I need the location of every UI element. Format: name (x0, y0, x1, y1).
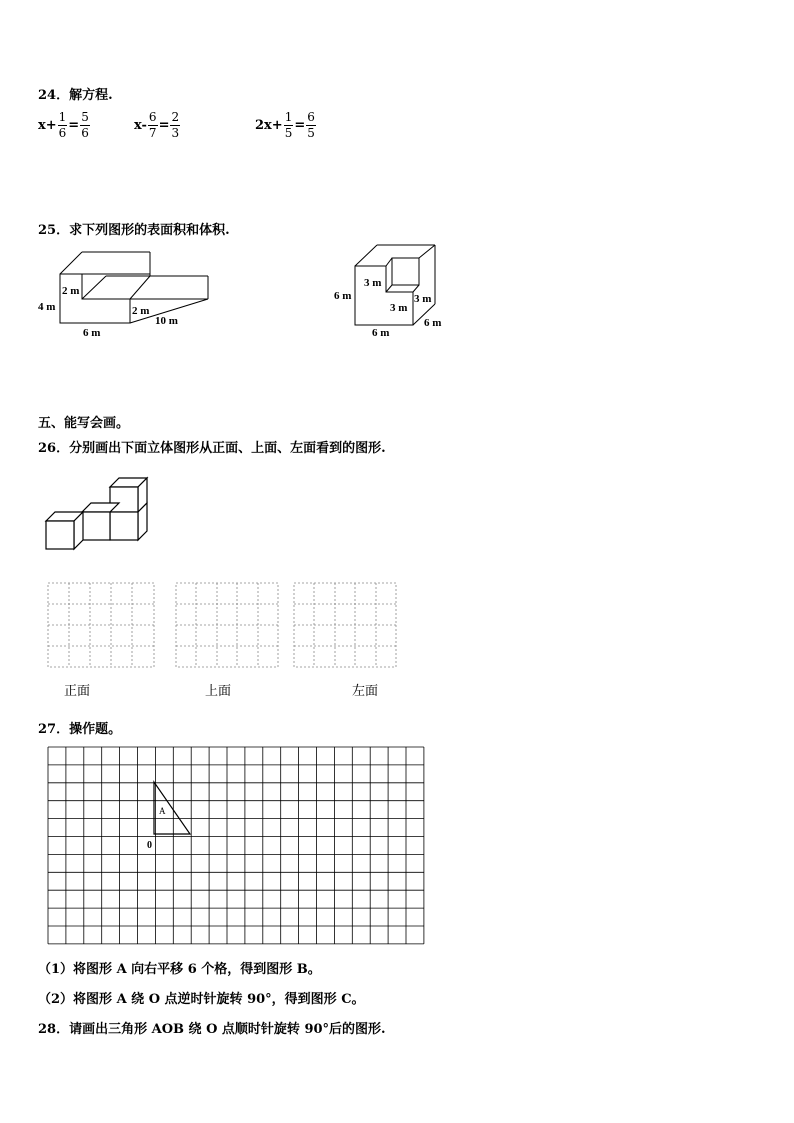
fig2-cut-width-label: 3 m (364, 277, 382, 289)
q27-task-1: （1）将图形 A 向右平移 6 个格，得到图形 B。 (38, 962, 321, 977)
q28-title: 28．请画出三角形 AOB 绕 O 点顺时针旋转 90°后的图形. (38, 1022, 386, 1037)
q26-title: 26．分别画出下面立体图形从正面、上面、左面看到的图形. (38, 441, 386, 456)
fig2-height-label: 6 m (334, 290, 352, 302)
fig2-cut-depth-label: 3 m (414, 293, 432, 305)
top-view-label: 上面 (205, 684, 232, 699)
fig1-width-label: 6 m (83, 327, 101, 339)
q25-title: 25．求下列图形的表面积和体积. (38, 223, 230, 238)
fig1-height-label: 4 m (38, 301, 56, 313)
shape-a-label: A (159, 806, 166, 816)
fig2-cut-height-label: 3 m (390, 302, 408, 314)
fig2-depth-label: 6 m (424, 317, 442, 329)
equation-2: x- $\frac{6}{7}$ = $\frac{2}{3}$ (134, 110, 180, 140)
section5-title: 五、能写会画。 (38, 416, 130, 431)
left-view-label: 左面 (352, 684, 379, 699)
fig2-width-label: 6 m (372, 327, 390, 339)
fig1-step-height-label: 2 m (62, 285, 80, 297)
q24-title: 24．解方程. (38, 88, 113, 103)
equation-3: 2x+ $\frac{1}{5}$ = $\frac{6}{5}$ (255, 110, 315, 140)
fig1-step-depth-label: 2 m (132, 305, 150, 317)
origin-o-label: 0 (147, 840, 152, 851)
front-view-label: 正面 (64, 684, 91, 699)
q27-task-2: （2）将图形 A 绕 O 点逆时针旋转 90°，得到图形 C。 (38, 992, 365, 1007)
q27-title: 27．操作题。 (38, 722, 122, 737)
equation-1: x+ $\frac{1}{6}$ = $\frac{5}{6}$ (38, 110, 89, 140)
fig1-length-label: 10 m (155, 315, 178, 327)
